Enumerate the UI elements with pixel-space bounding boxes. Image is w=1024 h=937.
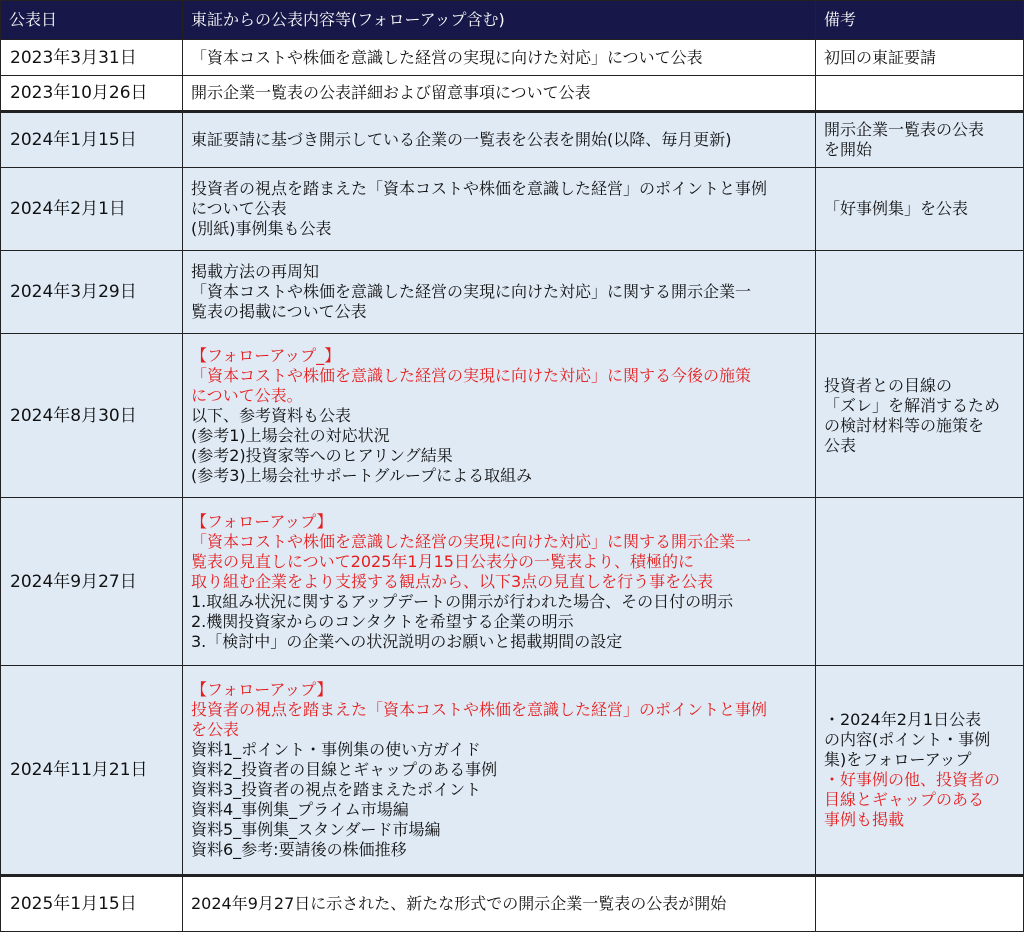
followup-line: 取り組む企業をより支援する観点から、以下3点の見直しを行う事を公表 xyxy=(191,571,714,591)
row-note xyxy=(816,498,1024,666)
content-line: 「資本コストや株価を意識した経営の実現に向けた対応」について公表 xyxy=(191,47,703,67)
row-date: 2024年11月21日 xyxy=(1,666,183,876)
content-line: について公表 xyxy=(191,199,287,218)
row-note xyxy=(816,168,1024,251)
note-line: 公表 xyxy=(824,435,857,455)
followup-line: 投資者の視点を踏まえた「資本コストや株価を意識した経営」のポイントと事例 xyxy=(191,700,768,719)
followup-line: 【フォローアップ】 xyxy=(191,680,333,699)
table-row xyxy=(1,498,1024,666)
content-line: 1.取組み状況に関するアップデートの開示が行われた場合、その日付の明示 xyxy=(191,591,734,611)
content-line: 資料6_参考:要請後の株価推移 xyxy=(191,840,407,859)
content-line: 資料4_事例集_プライム市場編 xyxy=(191,800,409,819)
row-date: 2023年3月31日 xyxy=(1,40,183,76)
content-line: (参考2)投資家等へのヒアリング結果 xyxy=(191,445,453,465)
row-date: 2024年1月15日 xyxy=(1,112,183,168)
row-date: 2023年10月26日 xyxy=(1,76,183,112)
table-row xyxy=(1,112,1024,168)
table-row xyxy=(1,876,1024,932)
content-line: (参考1)上場会社の対応状況 xyxy=(191,425,390,445)
content-line: 2024年9月27日に示された、新たな形式での開示企業一覧表の公表が開始 xyxy=(191,894,727,913)
row-content xyxy=(183,40,816,76)
content-line: 資料1_ポイント・事例集の使い方ガイド xyxy=(191,740,481,759)
content-line: 掲載方法の再周知 xyxy=(191,262,320,281)
row-content xyxy=(183,498,816,666)
row-date: 2024年2月1日 xyxy=(1,168,183,251)
table-row xyxy=(1,666,1024,876)
note-line: 初回の東証要請 xyxy=(824,47,937,67)
row-content xyxy=(183,876,816,932)
content-line: 3.「検討中」の企業への状況説明のお願いと掲載期間の設定 xyxy=(191,631,623,651)
followup-line: 【フォローアップ】 xyxy=(191,511,333,531)
header-row xyxy=(1,1,1024,40)
table-row xyxy=(1,334,1024,498)
table-row xyxy=(1,168,1024,251)
table-row xyxy=(1,76,1024,112)
content-line: 投資者の視点を踏まえた「資本コストや株価を意識した経営」のポイントと事例 xyxy=(191,179,768,198)
note-line: ・2024年2月1日公表 xyxy=(824,710,982,729)
followup-line: を公表 xyxy=(191,720,240,739)
row-content xyxy=(183,168,816,251)
content-line: (参考3)上場会社サポートグループによる取組み xyxy=(191,465,533,485)
row-date: 2024年3月29日 xyxy=(1,251,183,334)
row-date: 2024年8月30日 xyxy=(1,334,183,498)
row-note xyxy=(816,876,1024,932)
table-row xyxy=(1,40,1024,76)
content-line: 覧表の掲載について公表 xyxy=(191,302,367,321)
followup-line: 覧表の見直しについて2025年1月15日公表分の一覧表より、積極的に xyxy=(191,551,694,571)
row-note xyxy=(816,112,1024,168)
row-content xyxy=(183,666,816,876)
note-highlight-line: 事例も掲載 xyxy=(824,810,905,829)
row-date: 2024年9月27日 xyxy=(1,498,183,666)
followup-line: 「資本コストや株価を意識した経営の実現に向けた対応」に関する今後の施策 xyxy=(191,365,752,385)
row-note xyxy=(816,40,1024,76)
content-line: 東証要請に基づき開示している企業の一覧表を公表を開始(以降、毎月更新) xyxy=(191,130,732,149)
followup-line: 「資本コストや株価を意識した経営の実現に向けた対応」に関する開示企業一 xyxy=(191,531,752,551)
row-date: 2025年1月15日 xyxy=(1,876,183,932)
note-line: の内容(ポイント・事例 xyxy=(824,730,991,749)
row-content xyxy=(183,76,816,112)
content-line: 資料3_投資者の視点を踏まえたポイント xyxy=(191,780,482,799)
note-line: 集)をフォローアップ xyxy=(824,750,972,769)
row-note xyxy=(816,666,1024,876)
content-line: 資料2_投資者の目線とギャップのある事例 xyxy=(191,760,498,779)
followup-line: 【フォローアップ_】 xyxy=(191,345,341,365)
note-line: 開示企業一覧表の公表 xyxy=(824,120,985,139)
note-line: 「好事例集」を公表 xyxy=(824,199,969,218)
header-note: 備考 xyxy=(816,1,1024,40)
note-line: の検討材料等の施策を xyxy=(824,415,985,435)
content-line: 開示企業一覧表の公表詳細および留意事項について公表 xyxy=(191,83,591,102)
content-line: 以下、参考資料も公表 xyxy=(191,405,352,425)
row-content xyxy=(183,334,816,498)
row-note xyxy=(816,251,1024,334)
note-highlight-line: 目線とギャップのある xyxy=(824,790,985,809)
note-line: を開始 xyxy=(824,140,873,159)
followup-line: について公表。 xyxy=(191,385,303,405)
table-row xyxy=(1,251,1024,334)
header-date: 公表日 xyxy=(1,1,183,40)
content-line: 「資本コストや株価を意識した経営の実現に向けた対応」に関する開示企業一 xyxy=(191,282,752,301)
content-line: 2.機関投資家からのコンタクトを希望する企業の明示 xyxy=(191,611,574,631)
header-content: 東証からの公表内容等(フォローアップ含む) xyxy=(183,1,816,40)
note-highlight-line: ・好事例の他、投資者の xyxy=(824,770,1001,789)
note-line: 投資者との目線の xyxy=(824,375,953,395)
row-content xyxy=(183,251,816,334)
content-line: (別紙)事例集も公表 xyxy=(191,219,332,238)
note-line: 「ズレ」を解消するため xyxy=(824,395,1001,415)
content-line: 資料5_事例集_スタンダード市場編 xyxy=(191,820,441,839)
row-note xyxy=(816,334,1024,498)
row-note xyxy=(816,76,1024,112)
row-content xyxy=(183,112,816,168)
